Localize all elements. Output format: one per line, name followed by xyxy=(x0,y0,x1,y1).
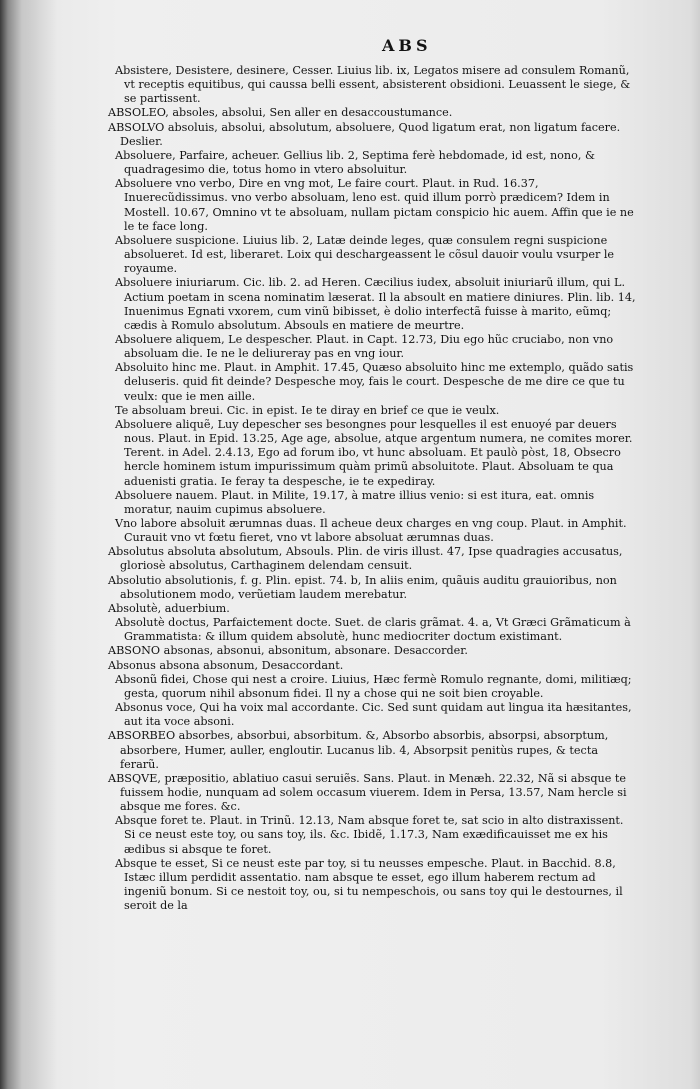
entry-absoleo: ABSOLEO, absoles, absolui, Sen aller en desaccoustumance. xyxy=(108,106,453,120)
entry-absoluito-hinc-me: Absoluito hinc me. Plaut. in Amphit. 17.45, Quæso absoluito hinc me extemplo, quãdo satis deluseris. quid fit deinde? Despesche moy, fais le court. Despesche de me dire ce que tu veulx: que ie men aille. xyxy=(115,361,634,403)
entry-absonus-voce: Absonus voce, Qui ha voix mal accordante. Cic. Sed sunt quidam aut lingua ita hæsitantes, aut ita voce absoni. xyxy=(115,701,632,729)
entry-absoluere-suspicione: Absoluere suspicione. Liuius lib. 2, Latæ deinde leges, quæ consulem regni suspicione absolueret. Id est, liberaret. Loix qui deschargeassent le cõsul dauoir voulu vsurper le royaume. xyxy=(115,233,615,276)
entry-absolutio: Absolutio absolutionis, f. g. Plin. epist. 74. b, In aliis enim, quãuis auditu grauioribus, non absolutionem modo, verũetiam laudem merebatur. xyxy=(108,573,617,601)
entry-absistere: Absistere, Desistere, desinere, Cesser. Liuius lib. ix, Legatos misere ad consulem Romanũ, vt receptis equitibus, qui caussa belli essent, absisterent obsidioni. Leuassent le siege, & se partissent. xyxy=(115,64,631,106)
entry-absque: ABSQVE, præpositio, ablatiuo casui seruiẽs. Sans. Plaut. in Menæh. 22.32, Nã si absque te fuissem hodie, nunquam ad solem occasum viuerem. Idem in Persa, 13.57, Nam hercle si absque me fores. &c. xyxy=(108,771,627,814)
entry-absoluere-aliquem: Absoluere aliquem, Le despescher. Plaut. in Capt. 12.73, Diu ego hũc cruciabo, non vno absoluam die. Ie ne le deliureray pas en vng iour. xyxy=(115,332,614,361)
entry-absoluere-nauem: Absoluere nauem. Plaut. in Milite, 19.17, à matre illius venio: si est itura, eat. omnis moratur, nauim cupimus absoluere. xyxy=(115,488,595,516)
entry-absonus: Absonus absona absonum, Desaccordant. xyxy=(108,658,344,672)
dictionary-text xyxy=(108,64,638,913)
entry-vno-labore: Vno labore absoluit ærumnas duas. Il acheue deux charges en vng coup. Plaut. in Amphit. Curauit vno vt fœtu fieret, vno vt labore absoluat ærumnas duas. xyxy=(115,517,627,545)
entry-absorbeo: ABSORBEO absorbes, absorbui, absorbitum. &, Absorbo absorbis, absorpsi, absorptum, absorbere, Humer, auller, engloutir. Lucanus lib. 4, Absorpsit penitùs rupes, & tecta ferarũ. xyxy=(108,729,609,771)
entry-absoluo: ABSOLVO absoluis, absolui, absolutum, absoluere, Quod ligatum erat, non ligatum facere. Deslier. xyxy=(108,120,621,148)
entry-absoluere-vno-verbo: Absoluere vno verbo, Dire en vng mot, Le faire court. Plaut. in Rud. 16.37, Inuerecũdissimus. vno verbo absoluam, leno est. quid illum porrò prædicem? Idem in Mostell. 10.67, Omnino vt te absoluam, nullam pictam conspicio hic auem. Affin que ie ne le te face long. xyxy=(115,177,634,233)
entry-absolute-doctus: Absolutè doctus, Parfaictement docte. Suet. de claris grãmat. 4. a, Vt Græci Grãmaticum à Grammatista: & illum quidem absolutè, hunc mediocriter doctum existimant. xyxy=(115,616,631,644)
page-binding-shadow xyxy=(0,0,58,1089)
entry-absolute-aduerbium: Absolutè, aduerbium. xyxy=(108,601,230,615)
entry-te-absoluam-breui: Te absoluam breui. Cic. in epist. Ie te diray en brief ce que ie veulx. xyxy=(115,403,500,417)
entry-absoluere-iniuriarum: Absoluere iniuriarum. Cic. lib. 2. ad Heren. Cæcilius iudex, absoluit iniuriarũ illum, qui L. Actium poetam in scena nominatim læserat. Il la absoult en matiere diniures. Plin. lib. 14, Inuenimus Egnati vxorem, cum vinũ bibisset, è dolio interfectã fuisse à marito, eũmq; cædis à Romulo absolutum. Absouls en matiere de meurtre. xyxy=(115,276,636,332)
entry-absolutus: Absolutus absoluta absolutum, Absouls. Plin. de viris illust. 47, Ipse quadragies accusatus, gloriosè absolutus, Carthaginem delendam censuit. xyxy=(108,545,623,573)
entry-absoluere-aliquem-depescher: Absoluere aliquẽ, Luy depescher ses besongnes pour lesquelles il est enuoyé par deuers nous. Plaut. in Epid. 13.25, Age age, absolue, atque argentum numera, ne comites morer. Terent. in Adel. 2.4.13, Ego ad forum ibo, vt hunc absoluam. Et paulò pòst, 18, Obsecro hercle hominem istum impurissimum quàm primũ absoluitote. Plaut. Absoluam te qua aduenisti gratia. Ie feray ta despesche, ie te expediray. xyxy=(115,417,633,488)
entry-absoluere-parfaire: Absoluere, Parfaire, acheuer. Gellius lib. 2, Septima ferè hebdomade, id est, nono, & quadragesimo die, totus homo in vtero absoluitur. xyxy=(115,148,595,177)
entry-absono: ABSONO absonas, absonui, absonitum, absonare. Desaccorder. xyxy=(108,644,468,658)
running-head: ABS xyxy=(382,36,432,55)
entry-absque-te-esset: Absque te esset, Si ce neust este par toy, si tu neusses empesche. Plaut. in Bacchid. 8.8, Istæc illum perdidit assentatio. nam absque te esset, ego illum haberem rectum ad ingeniũ bonum. Si ce nestoit toy, ou, si tu nempeschois, ou sans toy qui le destournes, il seroit de la xyxy=(115,856,623,913)
entry-absque-foret-te: Absque foret te. Plaut. in Trinũ. 12.13, Nam absque foret te, sat scio in alto distraxissent. Si ce neust este toy, ou sans toy, ils. &c. Ibidẽ, 1.17.3, Nam exædificauisset me ex his ædibus si absque te foret. xyxy=(115,814,624,856)
entry-absonum-fidei: Absonũ fidei, Chose qui nest a croire. Liuius, Hæc fermè Romulo regnante, domi, militiæq; gesta, quorum nihil absonum fidei. Il ny a chose qui ne soit bien croyable. xyxy=(115,672,632,700)
